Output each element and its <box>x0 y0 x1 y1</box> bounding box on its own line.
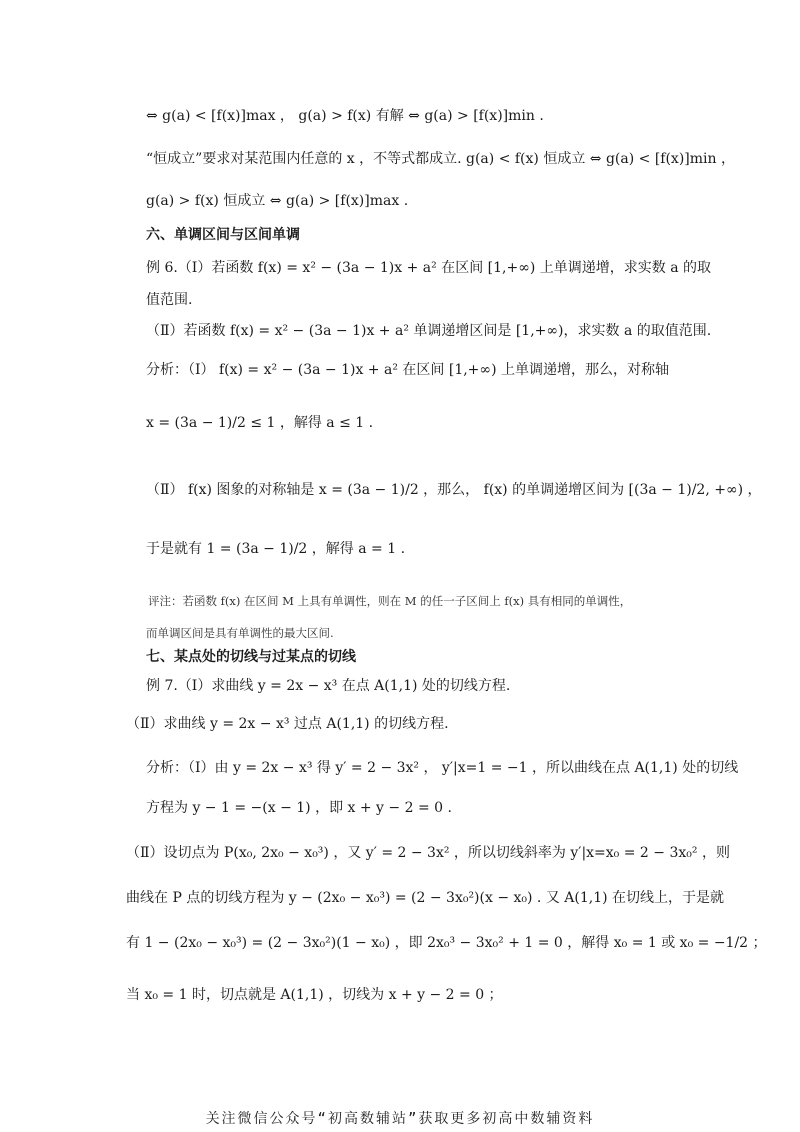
text-line-1: ⇔ g(a) < [f(x)]max ， g(a) > f(x) 有解 ⇔ g(a) > [f(x)]min . <box>146 108 544 124</box>
remark-line-2: 而单调区间是具有单调性的最大区间. <box>146 626 334 640</box>
example-7-part-2: （Ⅱ）求曲线 y = 2x − x³ 过点 A(1,1) 的切线方程. <box>126 716 449 732</box>
footer-promo-text: 关注微信公众号“初高数辅站”获取更多初高中数辅资料 <box>205 1111 595 1127</box>
analysis-7-line-2: 方程为 y − 1 = −(x − 1) ，即 x + y − 2 = 0 . <box>146 800 452 816</box>
analysis-7-line-3: （Ⅱ）设切点为 P(x₀, 2x₀ − x₀³) ，又 y′ = 2 − 3x² ，所以切线斜率为 y′|x=x₀ = 2 − 3x₀² ，则 <box>126 845 730 861</box>
example-6-line-1: 例 6.（Ⅰ）若函数 f(x) = x² − (3a − 1)x + a² 在区间 [1,+∞) 上单调递增，求实数 a 的取 <box>146 260 712 276</box>
analysis-6-line-3: （Ⅱ） f(x) 图象的对称轴是 x = (3a − 1)/2 ，那么， f(x) 的单调递增区间为 [(3a − 1)/2, +∞) ， <box>146 482 762 498</box>
remark-line-1: 评注：若函数 f(x) 在区间 M 上具有单调性，则在 M 的任一子区间上 f(x) 具有相同的单调性， <box>148 594 632 608</box>
section-heading-6: 六、单调区间与区间单调 <box>146 227 300 243</box>
example-7-part-1: 例 7.（Ⅰ）求曲线 y = 2x − x³ 在点 A(1,1) 处的切线方程. <box>146 678 511 694</box>
analysis-6-line-1: 分析：（Ⅰ） f(x) = x² − (3a − 1)x + a² 在区间 [1,+∞) 上单调递增，那么，对称轴 <box>146 362 669 378</box>
example-6-part-2: （Ⅱ）若函数 f(x) = x² − (3a − 1)x + a² 单调递增区间是 [1,+∞)，求实数 a 的取值范围. <box>146 323 712 339</box>
analysis-7-line-5: 有 1 − (2x₀ − x₀³) = (2 − 3x₀²)(1 − x₀) ，即 2x₀³ − 3x₀² + 1 = 0 ，解得 x₀ = 1 或 x₀ = −1/2 ； <box>126 935 767 951</box>
text-line-2: “恒成立”要求对某范围内任意的 x ，不等式都成立. g(a) < f(x) 恒成立 ⇔ g(a) < [f(x)]min ， <box>146 151 735 167</box>
analysis-7-line-6: 当 x₀ = 1 时，切点就是 A(1,1) ，切线为 x + y − 2 = 0 ； <box>126 987 503 1003</box>
example-6-line-2: 值范围. <box>146 292 193 308</box>
analysis-7-line-1: 分析：（Ⅰ）由 y = 2x − x³ 得 y′ = 2 − 3x² ， y′|x=1 = −1 ，所以曲线在点 A(1,1) 处的切线 <box>146 760 739 776</box>
section-heading-7: 七、某点处的切线与过某点的切线 <box>146 649 356 665</box>
analysis-6-line-2: x = (3a − 1)/2 ≤ 1 ，解得 a ≤ 1 . <box>146 415 374 431</box>
text-line-3: g(a) > f(x) 恒成立 ⇔ g(a) > [f(x)]max . <box>146 193 409 209</box>
analysis-7-line-4: 曲线在 P 点的切线方程为 y − (2x₀ − x₀³) = (2 − 3x₀²)(x − x₀) . 又 A(1,1) 在切线上，于是就 <box>126 890 725 906</box>
analysis-6-line-4: 于是就有 1 = (3a − 1)/2 ，解得 a = 1 . <box>146 541 406 557</box>
